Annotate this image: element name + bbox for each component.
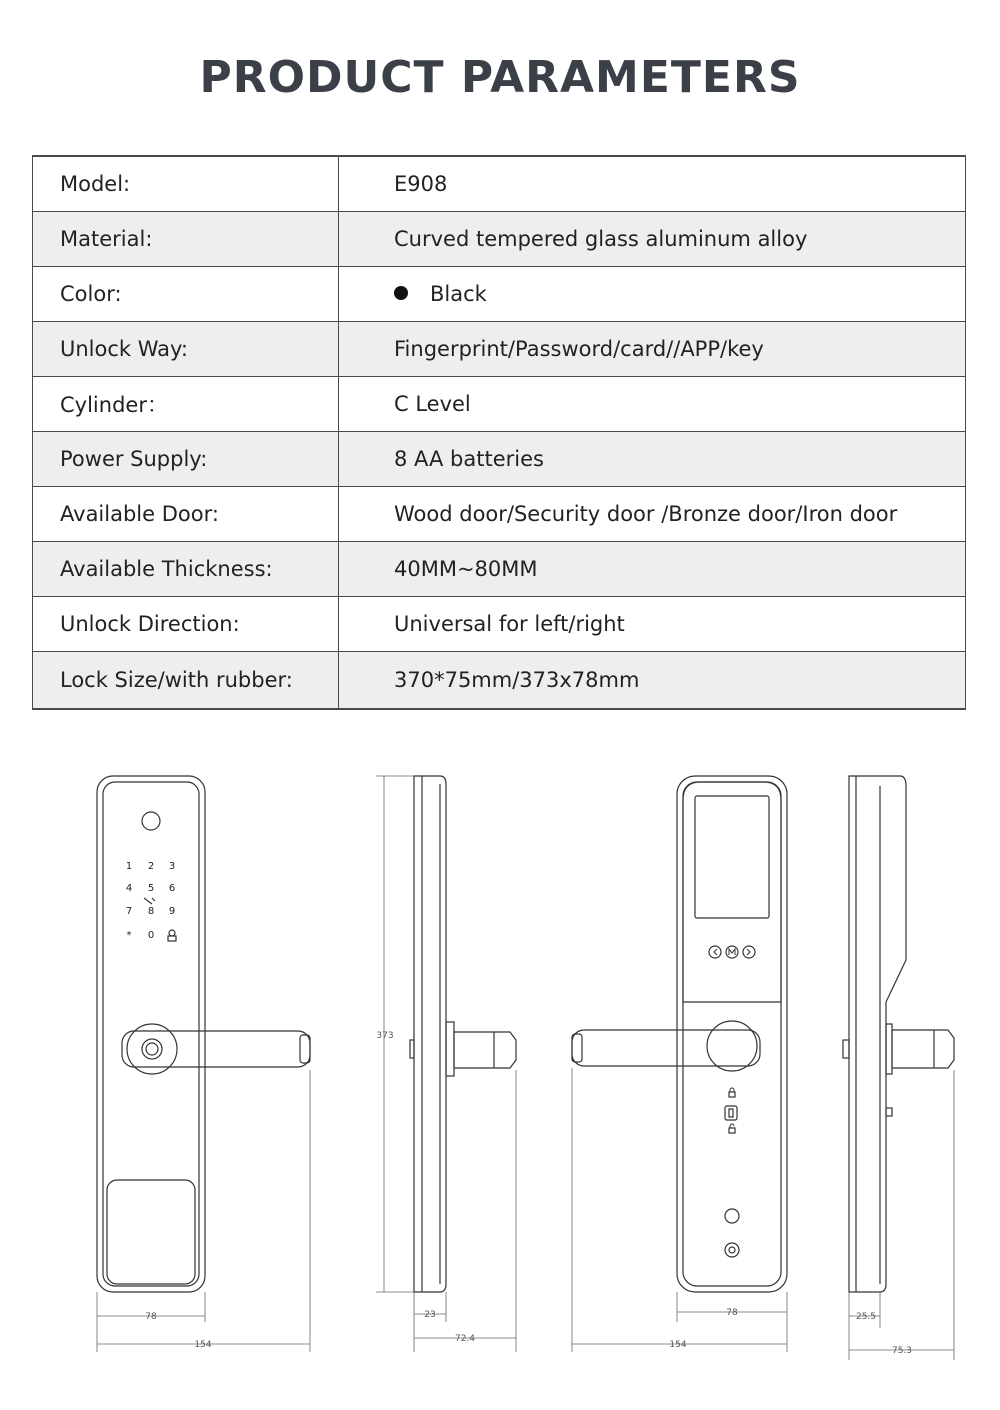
dimension-label: 373 bbox=[376, 1031, 394, 1041]
dimension-label: 154 bbox=[669, 1340, 687, 1350]
keypad-key: 5 bbox=[147, 883, 155, 894]
lock-icon bbox=[729, 1092, 735, 1097]
param-label: Material: bbox=[33, 211, 339, 266]
table-row bbox=[33, 266, 966, 321]
param-label: Model: bbox=[33, 156, 339, 211]
keypad-key: 7 bbox=[125, 906, 133, 917]
card-icon bbox=[144, 898, 155, 904]
param-label: Available Door: bbox=[33, 486, 339, 541]
fingerprint-sensor-icon bbox=[142, 812, 160, 830]
keypad-key: 8 bbox=[147, 906, 155, 917]
doorbell-icon bbox=[169, 930, 175, 936]
table-row bbox=[33, 486, 966, 541]
param-label: Lock Size/with rubber: bbox=[33, 651, 339, 709]
front-view-drawing bbox=[97, 776, 310, 1352]
lever-side bbox=[454, 1032, 516, 1068]
dimension-label: 75.3 bbox=[891, 1346, 913, 1356]
keypad-key: 6 bbox=[168, 883, 176, 894]
dimension-label: 154 bbox=[194, 1340, 212, 1350]
lever-handle bbox=[572, 1030, 760, 1066]
table-row bbox=[33, 596, 966, 651]
left-arrow-icon bbox=[709, 946, 721, 958]
doorbell-base-icon bbox=[168, 936, 176, 941]
side-view-drawing bbox=[376, 776, 516, 1352]
key-cylinder-icon bbox=[142, 1039, 162, 1059]
page-title: PRODUCT PARAMETERS bbox=[199, 52, 801, 103]
param-value: 370*75mm/373x78mm bbox=[339, 651, 966, 709]
table-row bbox=[33, 651, 966, 709]
dimension-label: 25.5 bbox=[855, 1312, 877, 1322]
keypad-key: 2 bbox=[147, 861, 155, 872]
param-value: E908 bbox=[339, 156, 966, 211]
param-value: C Level bbox=[339, 376, 966, 431]
menu-m-icon bbox=[726, 946, 738, 958]
param-value: Curved tempered glass aluminum alloy bbox=[339, 211, 966, 266]
usb-port-icon bbox=[725, 1243, 739, 1257]
table-row bbox=[33, 541, 966, 596]
technical-drawings bbox=[0, 740, 1000, 1380]
back-view-drawing bbox=[572, 776, 787, 1352]
color-swatch-icon bbox=[394, 286, 408, 300]
param-label: Available Thickness: bbox=[33, 541, 339, 596]
keypad-key: 9 bbox=[168, 906, 176, 917]
table-row bbox=[33, 156, 966, 211]
param-value: Universal for left/right bbox=[339, 596, 966, 651]
param-label: Power Supply: bbox=[33, 431, 339, 486]
keypad-key: 4 bbox=[125, 883, 133, 894]
right-arrow-icon bbox=[743, 946, 755, 958]
param-value-color bbox=[339, 266, 966, 321]
keypad-key: 3 bbox=[168, 861, 176, 872]
keypad-key: * bbox=[126, 930, 132, 941]
unlock-icon bbox=[729, 1128, 735, 1133]
param-value: 40MM~80MM bbox=[339, 541, 966, 596]
table-row bbox=[33, 376, 966, 431]
dimension-label: 78 bbox=[726, 1308, 738, 1318]
table-row bbox=[33, 211, 966, 266]
keypad-key: 0 bbox=[147, 930, 155, 941]
dimension-label: 72.4 bbox=[454, 1334, 476, 1344]
keypad-key: 1 bbox=[125, 861, 133, 872]
touch-screen bbox=[695, 796, 769, 918]
param-label: Unlock Direction: bbox=[33, 596, 339, 651]
side-view-2-drawing bbox=[843, 776, 954, 1360]
table-row bbox=[33, 431, 966, 486]
dimension-label: 23 bbox=[424, 1310, 436, 1320]
param-value: Fingerprint/Password/card//APP/key bbox=[339, 321, 966, 376]
param-label: Unlock Way: bbox=[33, 321, 339, 376]
param-label: Color: bbox=[33, 266, 339, 321]
table-row bbox=[33, 321, 966, 376]
param-value: 8 AA batteries bbox=[339, 431, 966, 486]
param-value: Wood door/Security door /Bronze door/Iron door bbox=[339, 486, 966, 541]
thumb-turn-icon bbox=[725, 1106, 737, 1120]
dimension-label: 78 bbox=[145, 1312, 157, 1322]
lever-handle bbox=[122, 1031, 310, 1067]
reset-button-icon bbox=[725, 1209, 739, 1223]
color-name: Black bbox=[430, 281, 487, 306]
lever-side bbox=[892, 1030, 954, 1068]
param-label: Cylinder： bbox=[33, 376, 339, 431]
parameters-table bbox=[32, 155, 966, 710]
